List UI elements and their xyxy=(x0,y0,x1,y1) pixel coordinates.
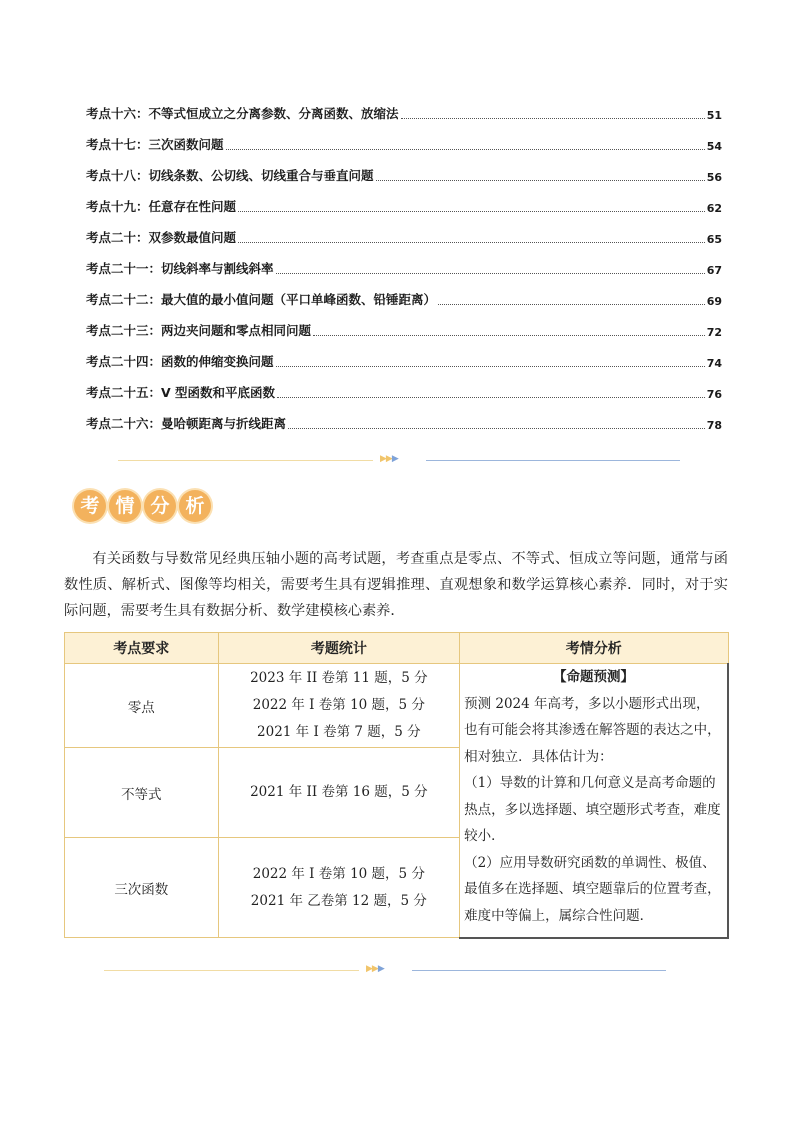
toc-entry[interactable] xyxy=(86,315,722,346)
toc-leader-dots xyxy=(277,397,705,398)
toc-page-number: 51 xyxy=(706,109,722,122)
arrow-ornament-icon: ▶▶▶ xyxy=(366,964,384,974)
toc-leader-dots xyxy=(288,428,705,429)
toc-entry[interactable] xyxy=(86,377,722,408)
section-divider xyxy=(104,966,666,976)
toc-entry-label: 考点十九：任意存在性问题 xyxy=(86,199,237,214)
stats-cell xyxy=(218,838,459,938)
toc-entry[interactable] xyxy=(86,98,722,129)
toc-entry-label: 考点二十三：两边夹问题和零点相同问题 xyxy=(86,323,312,338)
toc-entry-label: 考点十八：切线条数、公切线、切线重合与垂直问题 xyxy=(86,168,374,183)
toc-page-number: 78 xyxy=(706,419,722,432)
column-header: 考情分析 xyxy=(460,633,728,664)
toc-leader-dots xyxy=(238,211,705,212)
toc-leader-dots xyxy=(313,335,705,336)
toc-page-number: 69 xyxy=(706,295,722,308)
topic-cell: 不等式 xyxy=(65,748,219,838)
analysis-paragraph: 预测 2024 年高考，多以小题形式出现，也有可能会将其渗透在解答题的表达之中，相对独立．具体估计为： xyxy=(464,695,721,765)
toc-entry[interactable] xyxy=(86,346,722,377)
badge-char: 分 xyxy=(144,490,176,522)
toc-leader-dots xyxy=(401,118,705,119)
toc-entry-label: 考点十六：不等式恒成立之分离参数、分离函数、放缩法 xyxy=(86,106,399,121)
stats-cell xyxy=(218,664,459,748)
toc-leader-dots xyxy=(376,180,705,181)
badge-char: 考 xyxy=(74,490,106,522)
analysis-cell xyxy=(460,664,728,938)
toc-page-number: 72 xyxy=(706,326,722,339)
toc-entry[interactable] xyxy=(86,284,722,315)
stat-line: 2021 年 I 卷第 7 题，5 分 xyxy=(257,724,421,740)
toc-entry-label: 考点二十四：函数的伸缩变换问题 xyxy=(86,354,274,369)
table-header-row xyxy=(65,633,729,664)
toc-entry-label: 考点二十：双参数最值问题 xyxy=(86,230,237,245)
toc-page-number: 67 xyxy=(706,264,722,277)
arrow-ornament-icon: ▶▶▶ xyxy=(380,454,398,464)
analysis-paragraph: （1）导数的计算和几何意义是高考命题的热点，多以选择题、填空题形式考查，难度较小． xyxy=(464,775,721,844)
stats-cell xyxy=(218,748,459,838)
analysis-heading: 【命题预测】 xyxy=(553,669,635,685)
toc-page-number: 54 xyxy=(706,140,722,153)
toc-entry[interactable] xyxy=(86,222,722,253)
toc-page-number: 65 xyxy=(706,233,722,246)
toc-leader-dots xyxy=(238,242,705,243)
toc-leader-dots xyxy=(276,366,705,367)
badge-char: 析 xyxy=(179,490,211,522)
toc-leader-dots xyxy=(226,149,705,150)
intro-paragraph: 有关函数与导数常见经典压轴小题的高考试题，考查重点是零点、不等式、恒成立等问题，通常与函数性质、解析式、图像等均相关，需要考生具有逻辑推理、直观想象和数学运算核心素养．同时，对于实际问题，需要考生具有数据分析、数学建模核心素养． xyxy=(64,551,728,619)
table-of-contents xyxy=(86,98,722,439)
topic-cell: 零点 xyxy=(65,664,219,748)
toc-entry[interactable] xyxy=(86,408,722,439)
section-heading-badge xyxy=(74,490,214,522)
toc-entry-label: 考点二十五：V 型函数和平底函数 xyxy=(86,385,276,400)
toc-entry[interactable] xyxy=(86,253,722,284)
toc-entry-label: 考点二十二：最大值的最小值问题（平口单峰函数、铅锤距离） xyxy=(86,292,437,307)
exam-analysis-table xyxy=(64,632,729,939)
analysis-paragraph: （2）应用导数研究函数的单调性、极值、最值多在选择题、填空题靠后的位置考查，难度中等偏上，属综合性问题． xyxy=(464,854,721,924)
section-divider xyxy=(118,456,680,466)
toc-page-number: 62 xyxy=(706,202,722,215)
stat-line: 2023 年 II 卷第 11 题，5 分 xyxy=(250,670,428,686)
toc-leader-dots xyxy=(276,273,705,274)
toc-entry-label: 考点十七：三次函数问题 xyxy=(86,137,224,152)
stat-line: 2021 年 乙卷第 12 题，5 分 xyxy=(250,892,427,909)
column-header: 考题统计 xyxy=(218,633,459,664)
table-row xyxy=(65,664,729,748)
toc-page-number: 76 xyxy=(706,388,722,401)
stat-line: 2021 年 II 卷第 16 题，5 分 xyxy=(250,784,428,800)
toc-entry[interactable] xyxy=(86,191,722,222)
badge-char: 情 xyxy=(109,490,141,522)
toc-leader-dots xyxy=(438,304,705,305)
toc-entry-label: 考点二十一：切线斜率与割线斜率 xyxy=(86,261,274,276)
stat-line: 2022 年 I 卷第 10 题，5 分 xyxy=(252,865,425,882)
toc-page-number: 74 xyxy=(706,357,722,370)
topic-cell: 三次函数 xyxy=(65,838,219,938)
toc-page-number: 56 xyxy=(706,171,722,184)
toc-entry-label: 考点二十六：曼哈顿距离与折线距离 xyxy=(86,416,287,431)
stat-line: 2022 年 I 卷第 10 题，5 分 xyxy=(252,697,425,713)
toc-entry[interactable] xyxy=(86,160,722,191)
toc-entry[interactable] xyxy=(86,129,722,160)
column-header: 考点要求 xyxy=(65,633,219,664)
